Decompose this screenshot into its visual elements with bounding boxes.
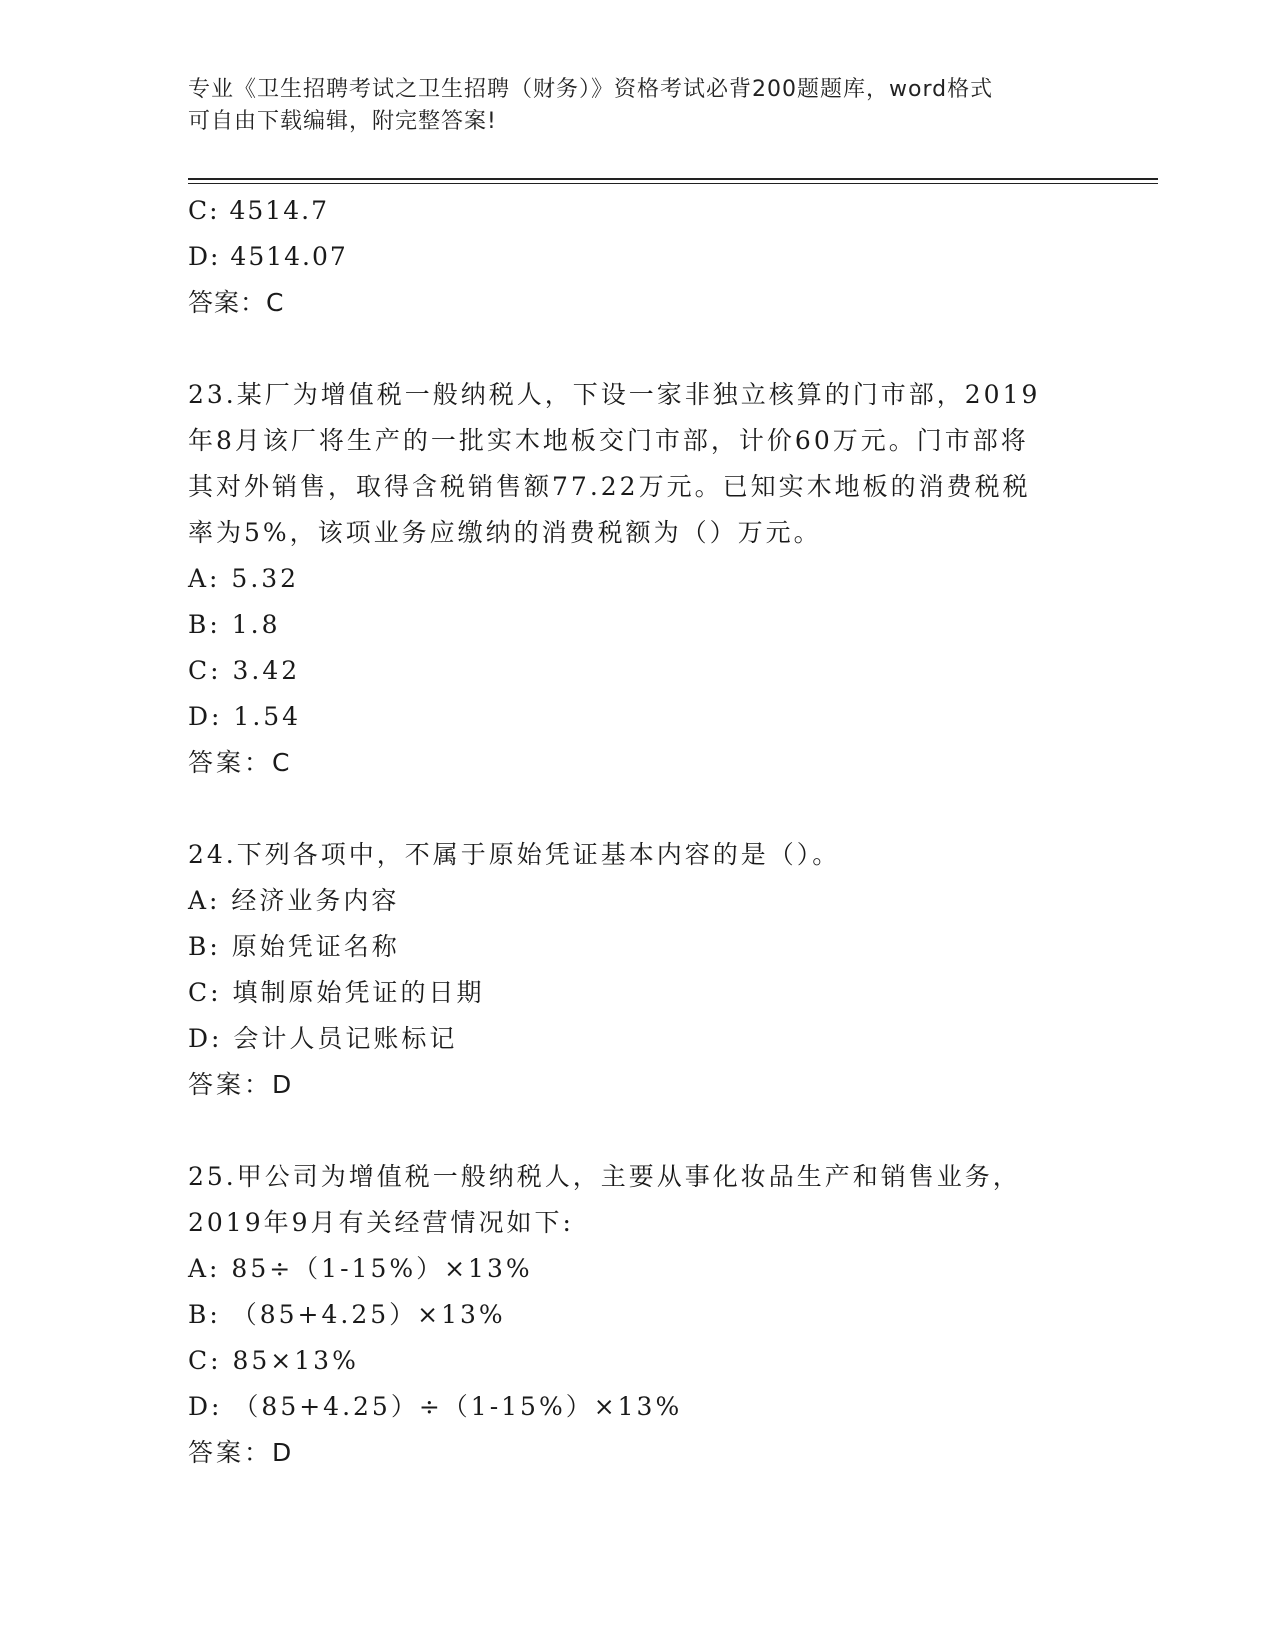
document-header [188,74,1088,138]
option-a: A: 5.32 [188,564,300,593]
question-text-line: 率为5%，该项业务应缴纳的消费税额为（）万元。 [188,518,822,547]
question-text-line: 2019年9月有关经营情况如下: [188,1208,574,1237]
question-text-line: 23.某厂为增值税一般纳税人，下设一家非独立核算的门市部，2019 [188,380,1041,409]
option-c: C: 填制原始凭证的日期 [188,978,485,1007]
option-c: C: 4514.7 [188,196,329,225]
option-d: D: 1.54 [188,702,302,731]
question-25 [188,1154,1088,1476]
answer-line: 答案：D [188,1438,295,1467]
spacer [188,326,1088,372]
question-text-line: 其对外销售，取得含税销售额77.22万元。已知实木地板的消费税税 [188,472,1031,501]
answer-line: 答案：C [188,748,293,777]
document-body [188,188,1088,1476]
option-d: D: 会计人员记账标记 [188,1024,458,1053]
option-c: C: 3.42 [188,656,301,685]
option-a: A: 85÷（1-15%）×13% [188,1254,533,1283]
option-b: B: 原始凭证名称 [188,932,400,961]
option-a: A: 经济业务内容 [188,886,400,915]
header-line-2: 可自由下载编辑，附完整答案! [188,109,497,134]
option-b: B: （85+4.25）×13% [188,1300,506,1329]
question-24 [188,832,1088,1108]
option-d: D: 4514.07 [188,242,348,271]
option-b: B: 1.8 [188,610,281,639]
question-text-line: 24.下列各项中，不属于原始凭证基本内容的是（）。 [188,840,841,869]
prev-question-block [188,188,1088,326]
spacer [188,786,1088,832]
answer-line: 答案：D [188,1070,295,1099]
header-line-1: 专业《卫生招聘考试之卫生招聘（财务）》资格考试必背200题题库，word格式 [188,77,994,102]
question-text-line: 年8月该厂将生产的一批实木地板交门市部，计价60万元。门市部将 [188,426,1029,455]
option-d: D: （85+4.25）÷（1-15%）×13% [188,1392,683,1421]
answer-line: 答案：C [188,288,285,317]
option-c: C: 85×13% [188,1346,359,1375]
spacer [188,1108,1088,1154]
header-rule-thin [188,183,1158,184]
header-rule-thick [188,178,1158,180]
question-23 [188,372,1088,786]
question-text-line: 25.甲公司为增值税一般纳税人，主要从事化妆品生产和销售业务， [188,1162,1021,1191]
